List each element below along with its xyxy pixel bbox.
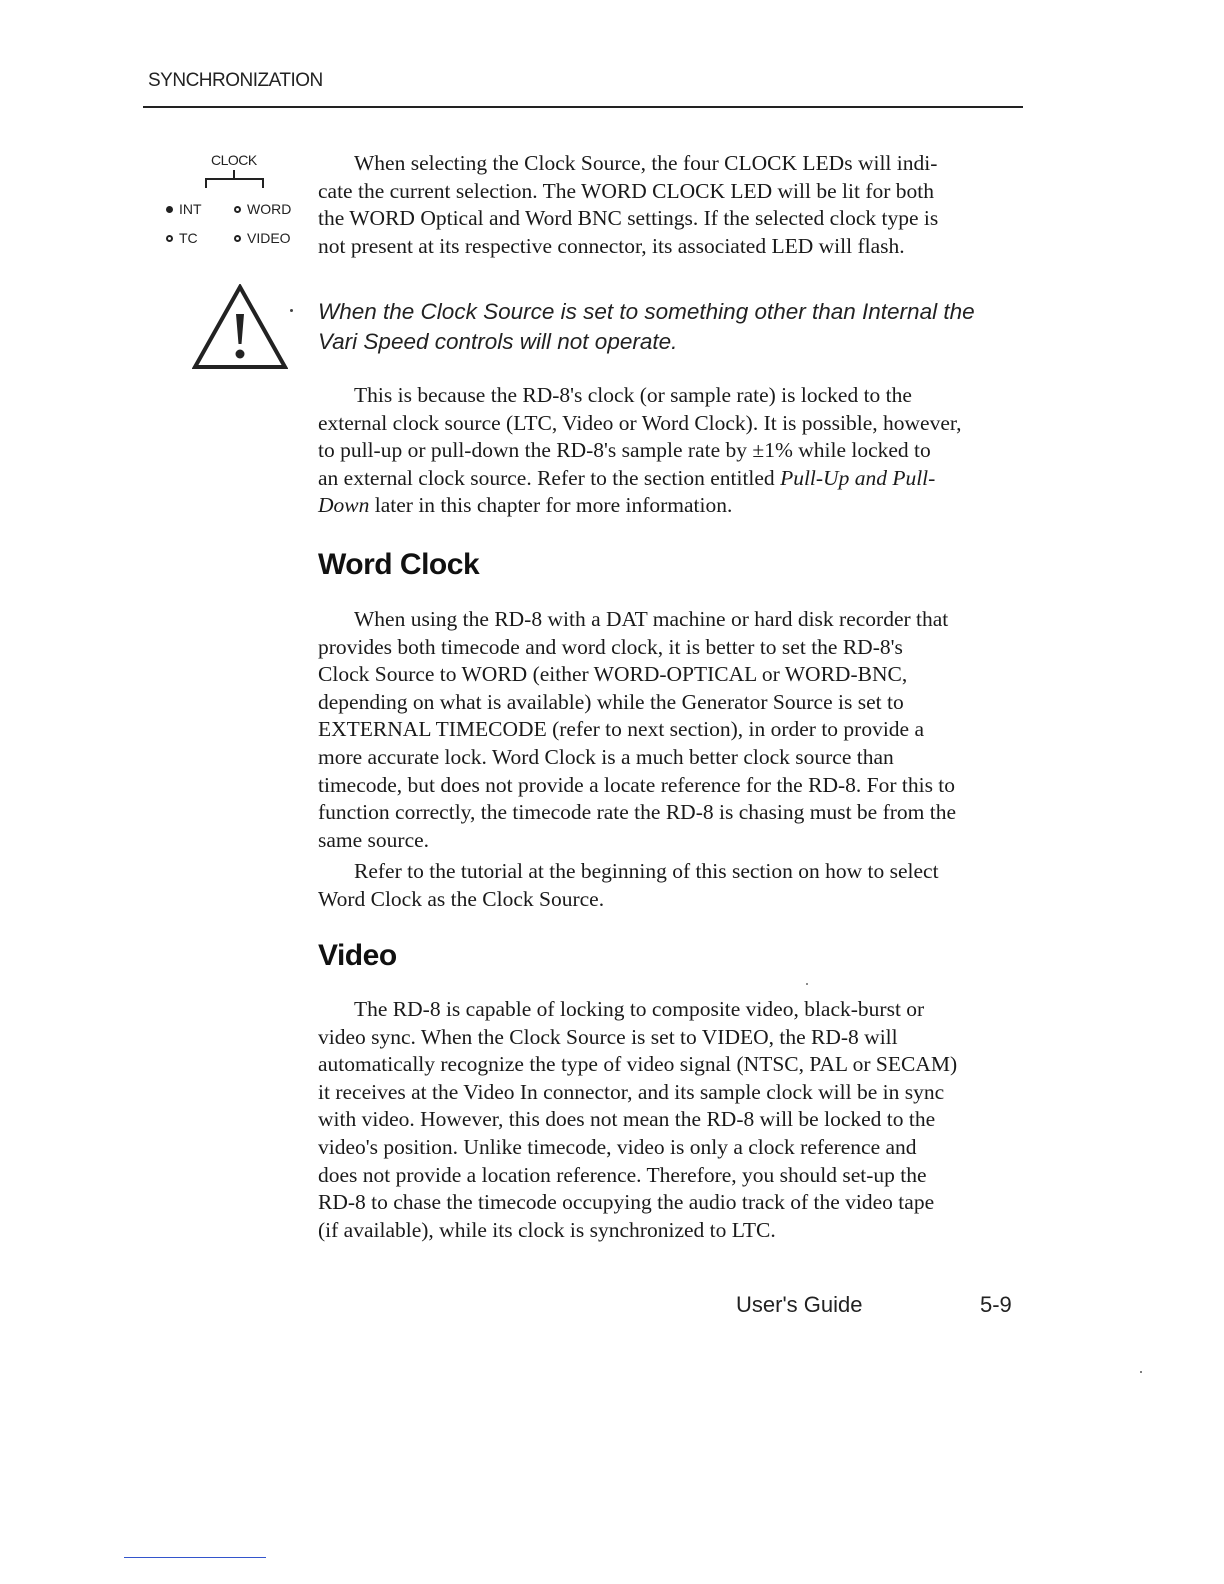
led-indicator-lit xyxy=(166,206,173,213)
clock-label: CLOCK xyxy=(211,152,257,168)
clock-led-diagram xyxy=(160,150,310,260)
led-indicator xyxy=(234,235,241,242)
led-int xyxy=(166,201,202,217)
led-label: INT xyxy=(179,201,202,217)
stray-mark xyxy=(290,309,293,312)
led-indicator xyxy=(234,206,241,213)
video-text: The RD-8 is capable of locking to composite video, black-burst or video sync. When the Clock Source is set to VIDEO, the RD-8 will automatically recognize the type of video signal (NTSC, PAL or SECAM) it receives at the Video In connector, and its sample clock will be in sync with video. However, this does not mean the RD-8 will be locked to the video's position. Unlike timecode, video is only a clock reference and does not provide a location reference. Therefore, you should set-up the RD-8 to chase the timecode occupying the audio track of the video tape (if available), while its clock is synchronized to LTC. xyxy=(318,997,958,1242)
led-video xyxy=(234,230,291,246)
page-number: 5-9 xyxy=(980,1292,1012,1317)
diagram-line xyxy=(205,178,264,180)
led-label: VIDEO xyxy=(247,230,291,246)
diagram-line xyxy=(262,178,264,188)
page-header: SYNCHRONIZATION xyxy=(148,70,323,91)
heading-word-clock: Word Clock xyxy=(318,548,480,581)
footer-guide-title: User's Guide xyxy=(736,1292,863,1317)
warning-icon xyxy=(192,284,288,370)
word-clock-paragraph xyxy=(318,606,1028,854)
word-clock-tutorial-paragraph xyxy=(318,858,1028,913)
clock-led-paragraph xyxy=(318,150,1028,260)
led-label: WORD xyxy=(247,201,292,217)
stray-mark xyxy=(1140,1371,1142,1373)
header-rule xyxy=(143,106,1023,108)
clock-led-text: When selecting the Clock Source, the four CLOCK LEDs will indi- cate the current selection. The WORD CLOCK LED will be lit for both the WORD Optical and Word BNC settings. If the selected clock type is not present at its respective connector, its associated LED will flash. xyxy=(318,151,939,258)
led-tc xyxy=(166,230,198,246)
led-label: TC xyxy=(179,230,198,246)
bottom-underline xyxy=(124,1557,266,1558)
locked-paragraph xyxy=(318,382,1028,520)
locked-text: This is because the RD-8's clock (or sample rate) is locked to the external clock source (LTC, Video or Word Clock). It is possible, however, to pull-up or pull-down the RD-8's sample rate by ±1% while locked to an external clock source. Refer to the section entitled xyxy=(318,383,962,490)
word-clock-text: When using the RD-8 with a DAT machine or hard disk recorder that provides both timecode and word clock, it is better to set the RD-8's Clock Source to WORD (either WORD-OPTICAL or WORD-BNC, depending on what is available) while the Generator Source is set to EXTERNAL TIMECODE (refer to next section), in order to provide a more accurate lock. Word Clock is a much better clock source than timecode, but does not provide a locate reference for the RD-8. For this to function correctly, the timecode rate the RD-8 is chasing must be from the same source. xyxy=(318,607,957,852)
section-reference: Pull-Up and Pull- Down xyxy=(318,465,936,518)
video-paragraph xyxy=(318,996,1028,1244)
warning-note: When the Clock Source is set to something other than Internal the Vari Speed controls will not operate. xyxy=(318,299,975,354)
locked-text-tail: later in this chapter for more information. xyxy=(369,493,733,518)
diagram-line xyxy=(205,178,207,188)
led-indicator xyxy=(166,235,173,242)
diagram-line xyxy=(233,170,235,178)
stray-mark xyxy=(806,983,808,985)
heading-video: Video xyxy=(318,939,397,972)
led-word xyxy=(234,201,291,217)
word-clock-tutorial-text: Refer to the tutorial at the beginning of this section on how to select Word Clock as the Clock Source. xyxy=(318,859,939,911)
